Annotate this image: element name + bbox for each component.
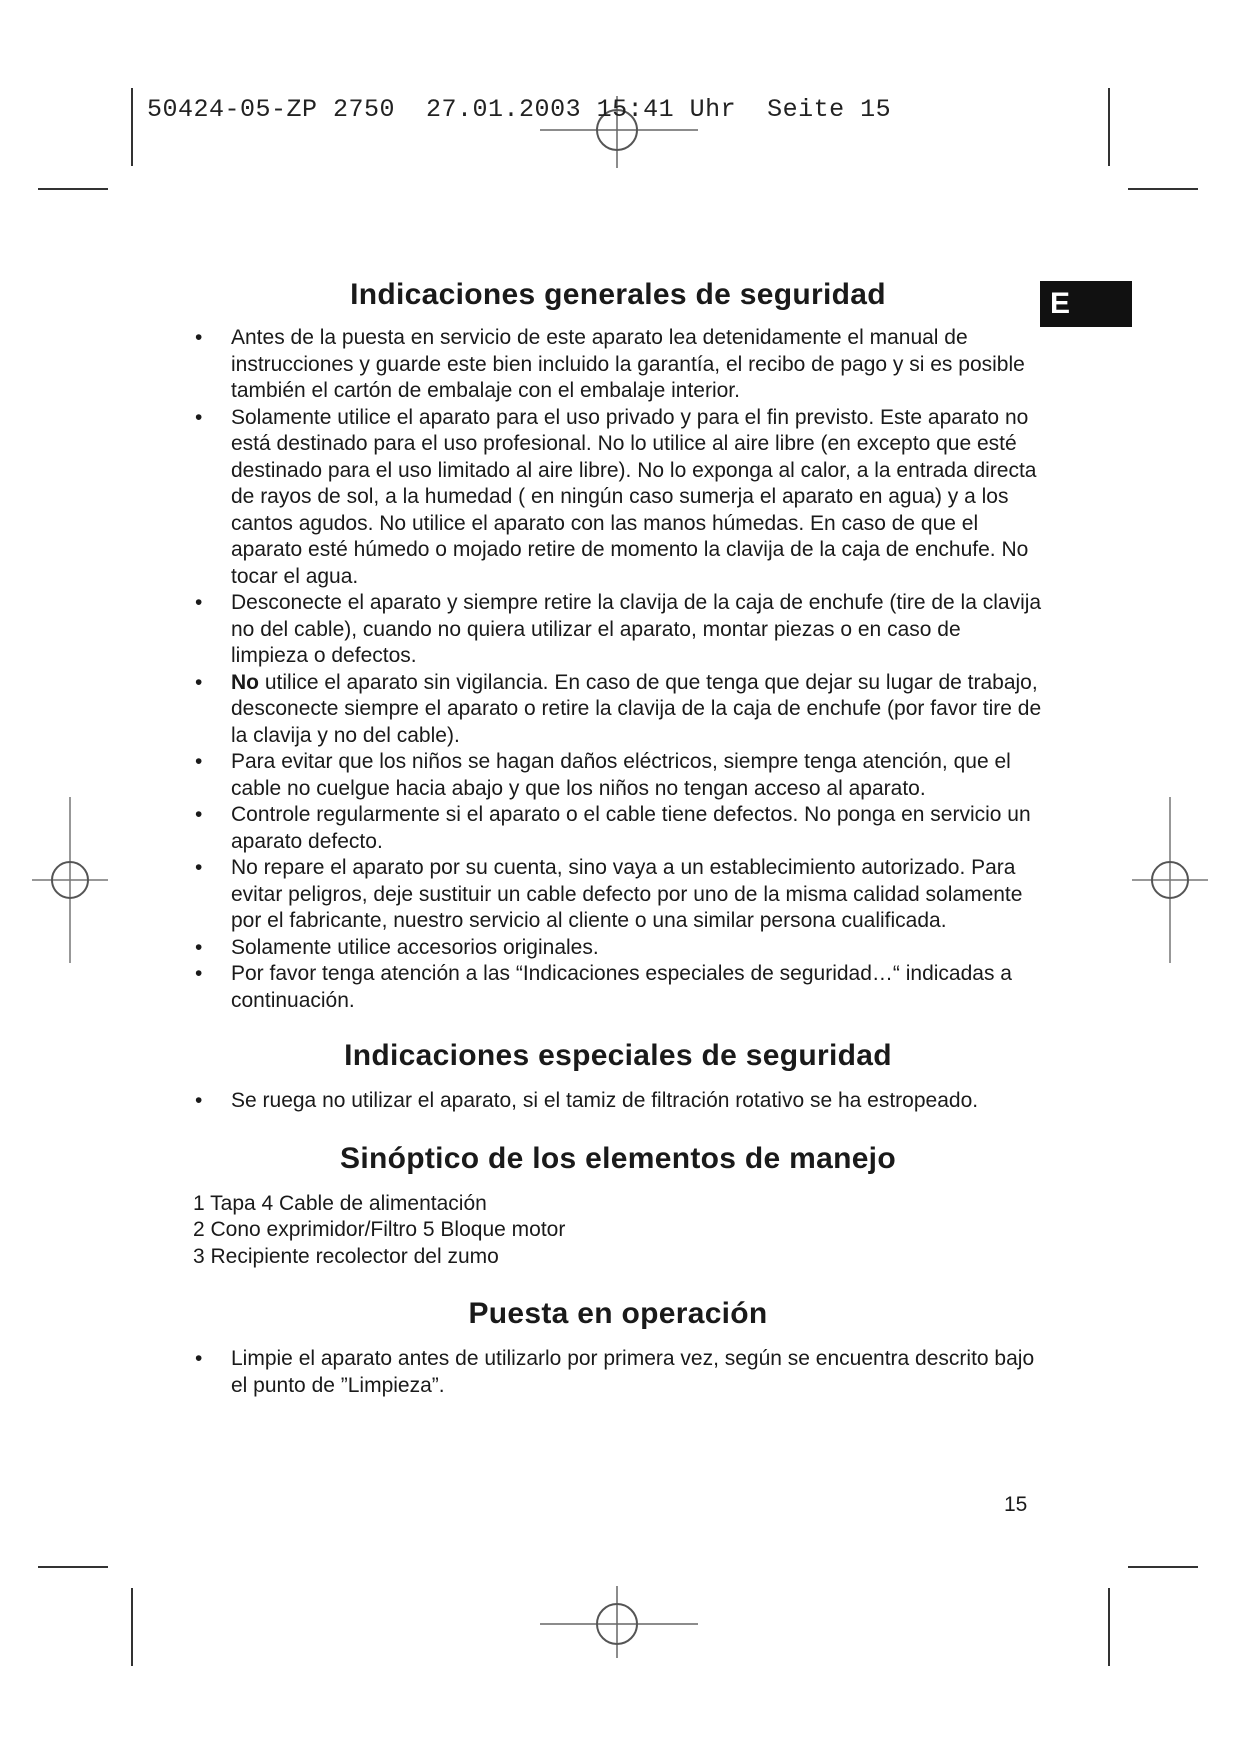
list-item: • Se ruega no utilizar el aparato, si el tamiz de filtración rotativo se ha estropeado.: [193, 1088, 1043, 1115]
list-item-text: utilice el aparato sin vigilancia. En caso de que tenga que dejar su lugar de trabajo, desconecte siempre el aparato o retire la clavija de la caja de enchufe (por favor tire de la clavija y no del cable).: [231, 670, 1042, 747]
registration-mark-right: [1130, 795, 1210, 965]
section-title-controls: Sinóptico de los elementos de manejo: [340, 1141, 896, 1175]
section-title-special: Indicaciones especiales de seguridad: [344, 1039, 892, 1072]
crop-mark: [1108, 1588, 1110, 1666]
list-item: • No repare el aparato por su cuenta, sino vaya a un establecimiento autorizado. Para evitar peligros, deje sustituir un cable defecto por uno de la misma calidad solamente por el fabricante, nuestro servicio al cliente o una similar persona cualificada.: [193, 855, 1043, 935]
operation-list: [193, 1346, 1043, 1399]
crop-mark: [131, 1588, 133, 1666]
controls-list: [193, 1191, 1043, 1271]
list-item: • Solamente utilice el aparato para el uso privado y para el fin previsto. Este aparato no está destinado para el uso profesional. No lo utilice al aire libre (en excepto que esté destinado para el uso limitado al aire libre). No lo exponga al calor, a la entrada directa de rayos de sol, a la humedad ( en ningún caso sumerja el aparato en agua) y a los cantos agudos. No utilice el aparato con las manos húmedas. En caso de que el aparato esté húmedo o mojado retire de momento la clavija de la caja de enchufe. No tocar el agua.: [193, 405, 1043, 591]
general-safety-list: [193, 325, 1043, 1014]
crop-mark: [1128, 1566, 1198, 1568]
list-item: [193, 670, 1043, 750]
crop-mark: [1128, 188, 1198, 190]
list-item: • Antes de la puesta en servicio de este aparato lea detenidamente el manual de instrucciones y guarde este bien incluido la garantía, el recibo de pago y si es posible también el cartón de embalaje con el embalaje interior.: [193, 325, 1043, 405]
section-title-operation: Puesta en operación: [468, 1297, 768, 1330]
main-content: [193, 275, 1043, 1399]
controls-line: 3 Recipiente recolector del zumo: [193, 1244, 499, 1268]
list-item: • Limpie el aparato antes de utilizarlo por primera vez, según se encuentra descrito bajo el punto de ”Limpieza”.: [193, 1346, 1043, 1399]
special-safety-list: [193, 1088, 1043, 1115]
controls-line: 1 Tapa 4 Cable de alimentación: [193, 1191, 487, 1215]
print-job-header: 50424-05-ZP 2750 27.01.2003 15:41 Uhr Seite 15: [147, 95, 892, 124]
crop-mark: [38, 188, 108, 190]
language-tab: E: [1040, 281, 1132, 327]
list-item: • Solamente utilice accesorios originales.: [193, 935, 1043, 962]
registration-mark-left: [30, 795, 110, 965]
controls-line: 2 Cono exprimidor/Filtro 5 Bloque motor: [193, 1218, 566, 1241]
list-item: • Por favor tenga atención a las “Indicaciones especiales de seguridad…“ indicadas a continuación.: [193, 961, 1043, 1014]
crop-mark: [131, 88, 133, 166]
crop-mark: [38, 1566, 108, 1568]
registration-mark-bottom: [540, 1582, 700, 1662]
list-item: • Desconecte el aparato y siempre retire la clavija de la caja de enchufe (tire de la clavija no del cable), cuando no quiera utilizar el aparato, montar piezas o en caso de limpieza o defectos.: [193, 590, 1043, 670]
section-title-general: Indicaciones generales de seguridad: [350, 278, 886, 311]
emphasis-no: No: [231, 670, 259, 694]
page-number: 15: [1004, 1493, 1028, 1516]
list-item: • Para evitar que los niños se hagan daños eléctricos, siempre tenga atención, que el cable no cuelgue hacia abajo y que los niños no tengan acceso al aparato.: [193, 749, 1043, 802]
crop-mark: [1108, 88, 1110, 166]
list-item: • Controle regularmente si el aparato o el cable tiene defectos. No ponga en servicio un aparato defecto.: [193, 802, 1043, 855]
